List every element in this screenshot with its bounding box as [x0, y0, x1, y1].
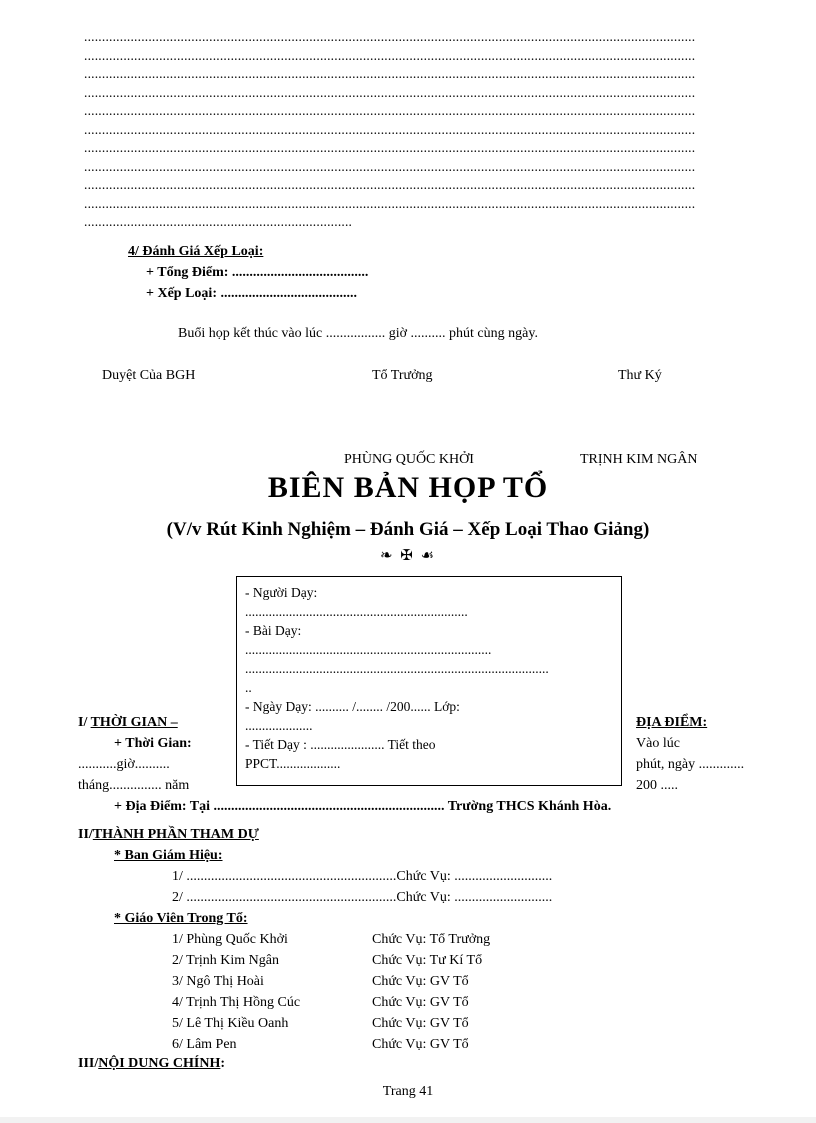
closing-line: Buổi họp kết thúc vào lúc ................. giờ .......... phút cùng ngày.: [178, 326, 538, 341]
teacher-name: 3/ Ngô Thị Hoài: [172, 974, 264, 989]
place-block-heading: ĐỊA ĐIỂM:: [636, 715, 708, 730]
teacher-role: Chức Vụ: GV Tổ: [372, 1037, 469, 1052]
evaluation-rank: + Xếp Loại: .......................................: [146, 286, 357, 301]
lesson-info-box: [236, 576, 622, 786]
dotted-line: ...........................................................................................................................................................................: [84, 140, 696, 155]
table-row: [172, 950, 778, 971]
place-field-line: + Địa Điểm: Tại .................................................................. Trường THCS Khánh Hòa.: [114, 799, 612, 814]
teacher-role: Chức Vụ: Tổ Trưởng: [372, 932, 491, 947]
table-row: [172, 1013, 778, 1034]
dotted-line: ...........................................................................................................................................................................: [84, 103, 696, 118]
dotted-line: ...........................................................................................................................................................................: [84, 195, 696, 211]
section-main-prefix: III/: [78, 1056, 99, 1071]
section-participants-prefix: II/: [78, 827, 93, 842]
info-line: ....................: [245, 718, 313, 733]
teacher-role: Chức Vụ: GV Tổ: [372, 1016, 469, 1031]
subsection-board-label: * Ban Giám Hiệu:: [114, 848, 223, 863]
bottom-bar: [0, 1117, 816, 1123]
place-block-line3: 200 .....: [636, 778, 678, 793]
section-time-label: THỜI GIAN –: [90, 715, 178, 730]
subsection-teachers: [114, 908, 778, 929]
table-row: [172, 929, 778, 950]
place-block-line1: Vào lúc: [636, 736, 680, 751]
info-line: PPCT...................: [245, 756, 341, 771]
signature-to-truong-label: Tổ Trưởng: [372, 368, 433, 383]
section-participants-heading: [78, 824, 778, 845]
page-title: BIÊN BẢN HỌP TỔ: [267, 471, 549, 504]
table-row: [172, 971, 778, 992]
info-line: .........................................................................: [245, 642, 492, 657]
signature-to-truong-name: PHÙNG QUỐC KHỞI: [344, 452, 474, 467]
info-line: - Tiết Dạy : ...................... Tiết theo: [245, 737, 436, 752]
dotted-line: ...........................................................................: [84, 214, 353, 229]
place-block-line2: phút, ngày .............: [636, 757, 745, 772]
evaluation-total-score: + Tổng Điểm: .......................................: [146, 265, 369, 280]
section-participants: [78, 824, 778, 1055]
subsection-board: [114, 845, 778, 866]
teacher-name: 5/ Lê Thị Kiều Oanh: [172, 1016, 289, 1031]
info-line: ..................................................................: [245, 604, 468, 619]
teacher-role: Chức Vụ: Tư Kí Tổ: [372, 953, 483, 968]
dotted-line: ...........................................................................................................................................................................: [84, 66, 696, 81]
teacher-name: 1/ Phùng Quốc Khởi: [172, 932, 288, 947]
info-line: ..: [245, 680, 252, 695]
section-main-label: NỘI DUNG CHÍNH: [98, 1056, 221, 1071]
table-row: [172, 1034, 778, 1055]
dotted-line: ...........................................................................................................................................................................: [84, 84, 696, 100]
page-number: Trang 41: [382, 1084, 434, 1099]
dotted-lines-block: [84, 28, 790, 232]
teacher-role: Chức Vụ: GV Tổ: [372, 995, 469, 1010]
info-line: - Ngày Dạy: .......... /........ /200...... Lớp:: [245, 699, 460, 714]
section-participants-label: THÀNH PHẦN THAM DỰ: [92, 827, 259, 842]
teacher-role: Chức Vụ: GV Tổ: [372, 974, 469, 989]
dotted-line: ...........................................................................................................................................................................: [84, 121, 696, 137]
board-item: 1/ ............................................................Chức Vụ: ............................: [172, 869, 553, 884]
dotted-line: ...........................................................................................................................................................................: [84, 158, 696, 174]
dotted-line: ...........................................................................................................................................................................: [84, 47, 696, 63]
teacher-name: 6/ Lâm Pen: [172, 1037, 237, 1052]
section-main-content-heading: [78, 1056, 225, 1072]
ornament-divider: ❧ ✠ ☙: [379, 548, 437, 564]
board-item: 2/ ............................................................Chức Vụ: ............................: [172, 890, 553, 905]
signature-thu-ky-name: TRỊNH KIM NGÂN: [580, 452, 698, 467]
dotted-line: ...........................................................................................................................................................................: [84, 29, 696, 44]
time-field-dots: ...........giờ..........: [78, 757, 170, 772]
section-time-prefix: I/: [78, 715, 88, 730]
page-subtitle: (V/v Rút Kinh Nghiệm – Đánh Giá – Xếp Loại Thao Giảng): [166, 519, 650, 540]
info-line: - Người Dạy:: [245, 585, 318, 600]
teacher-name: 4/ Trịnh Thị Hồng Cúc: [172, 995, 301, 1010]
signature-bgh-label: Duyệt Của BGH: [102, 368, 196, 383]
section-main-suffix: :: [220, 1056, 226, 1071]
place-block: [636, 712, 744, 796]
time-field-month: tháng............... năm: [78, 778, 190, 793]
evaluation-section: [128, 241, 368, 304]
teacher-name: 2/ Trịnh Kim Ngân: [172, 953, 279, 968]
time-field-label: + Thời Gian:: [114, 736, 192, 751]
signature-thu-ky-label: Thư Ký: [618, 368, 662, 383]
info-line: ..........................................................................................: [245, 661, 549, 676]
evaluation-heading: 4/ Đánh Giá Xếp Loại:: [128, 244, 264, 259]
info-line: - Bài Dạy:: [245, 623, 302, 638]
subsection-teachers-label: * Giáo Viên Trong Tổ:: [114, 911, 248, 926]
teacher-table: [172, 929, 778, 1055]
dotted-line: ...........................................................................................................................................................................: [84, 177, 696, 192]
table-row: [172, 992, 778, 1013]
